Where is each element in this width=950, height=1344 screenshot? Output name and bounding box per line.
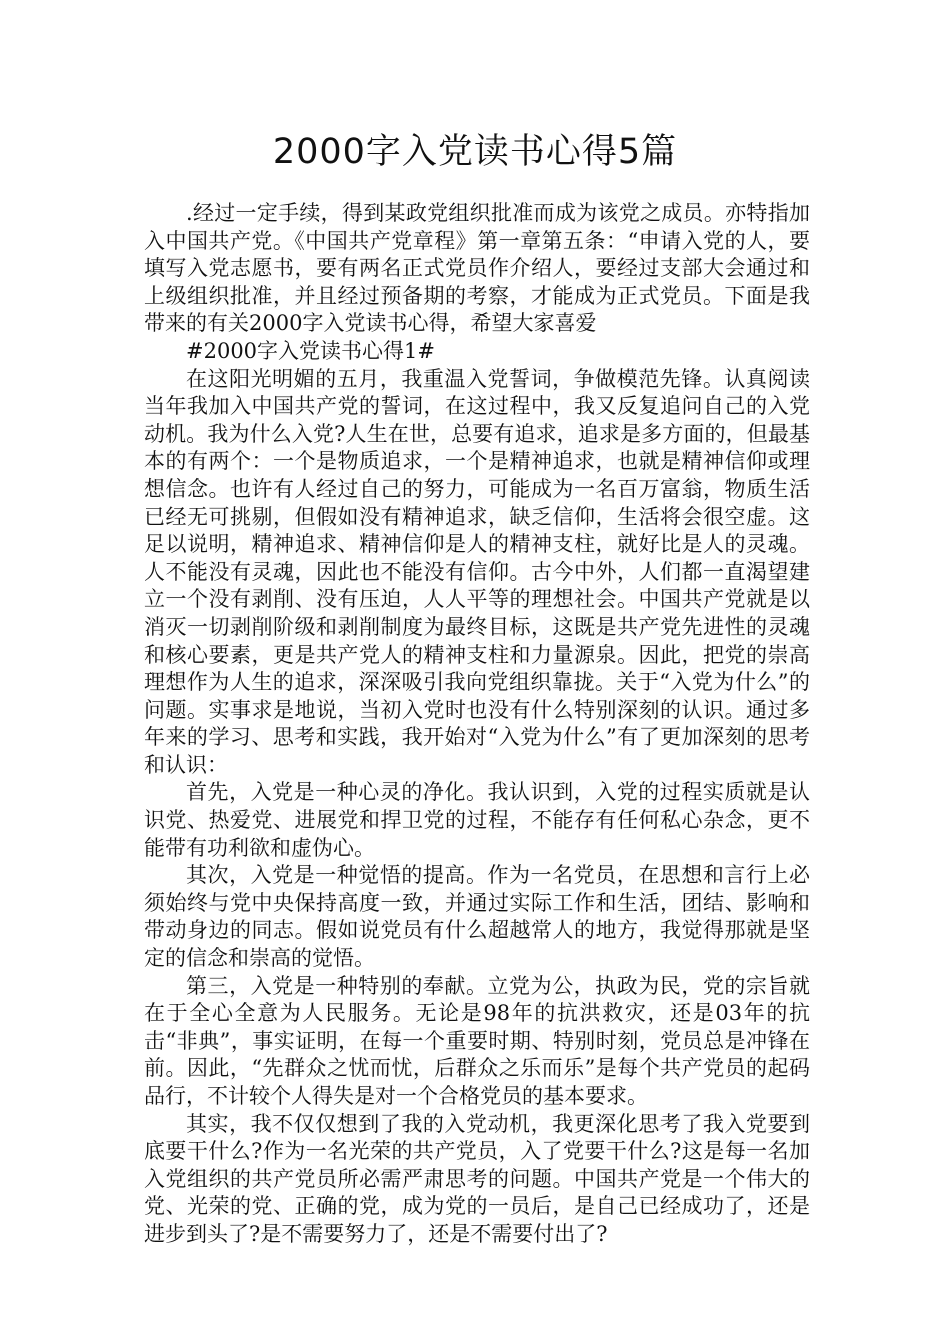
body-paragraph: 在这阳光明媚的五月，我重温入党誓词，争做模范先锋。认真阅读当年我加入中国共产党的誓词，在这过程中，我又反复追问自己的入党动机。我为什么入党?人生在世，总要有追求，追求是多方面的，但最基本的有两个：一个是物质追求，一个是精神追求，也就是精神信仰或理想信念。也许有人经过自己的努力，可能成为一名百万富翁，物质生活已经无可挑剔，但假如没有精神追求，缺乏信仰，生活将会很空虚。这足以说明，精神追求、精神信仰是人的精神支柱，就好比是人的灵魂。人不能没有灵魂，因此也不能没有信仰。古今中外，人们都一直渴望建立一个没有剥削、没有压迫，人人平等的理想社会。中国共产党就是以消灭一切剥削阶级和剥削制度为最终目标，这既是共产党先进性的灵魂和核心要素，更是共产党人的精神支柱和力量源泉。因此，把党的崇高理想作为人生的追求，深深吸引我向党组织靠拢。关于“入党为什么”的问题。实事求是地说，当初入党时也没有什么特别深刻的认识。通过多年来的学习、思考和实践，我开始对“入党为什么”有了更加深刻的思考和认识： — [144, 366, 810, 777]
body-paragraph: 第三，入党是一种特别的奉献。立党为公，执政为民，党的宗旨就在于全心全意为人民服务。无论是98年的抗洪救灾，还是03年的抗击“非典”，事实证明，在每一个重要时期、特别时刻，党员总是冲锋在前。因此，“先群众之忧而忧，后群众之乐而乐”是每个共产党员的起码品行，不计较个人得失是对一个合格党员的基本要求。 — [144, 973, 810, 1108]
body-paragraph: 首先，入党是一种心灵的净化。我认识到，入党的过程实质就是认识党、热爱党、进展党和捍卫党的过程，不能存有任何私心杂念，更不能带有功利欲和虚伪心。 — [144, 780, 810, 860]
body-paragraph: 其次，入党是一种觉悟的提高。作为一名党员，在思想和言行上必须始终与党中央保持高度一致，并通过实际工作和生活，团结、影响和带动身边的同志。假如说党员有什么超越常人的地方，我觉得那就是坚定的信念和崇高的觉悟。 — [144, 863, 810, 971]
section-heading: #2000字入党读书心得1# — [186, 338, 435, 363]
body-paragraph: 其实，我不仅仅想到了我的入党动机，我更深化思考了我入党要到底要干什么?作为一名光荣的共产党员，入了党要干什么?这是每一名加入党组织的共产党员所必需严肃思考的问题。中国共产党是一个伟大的党、光荣的党、正确的党，成为党的一员后，是自己已经成功了，还是进步到头了?是不需要努力了，还是不需要付出了? — [144, 1111, 810, 1246]
document-title: 2000字入党读书心得5篇 — [272, 132, 678, 172]
intro-paragraph: .经过一定手续，得到某政党组织批准而成为该党之成员。亦特指加入中国共产党。《中国共产党章程》第一章第五条：“申请入党的人，要填写入党志愿书，要有两名正式党员作介绍人，要经过支部大会通过和上级组织批准，并且经过预备期的考察，才能成为正式党员。下面是我带来的有关2000字入党读书心得，希望大家喜爱 — [144, 201, 810, 336]
document-body — [144, 200, 810, 1249]
